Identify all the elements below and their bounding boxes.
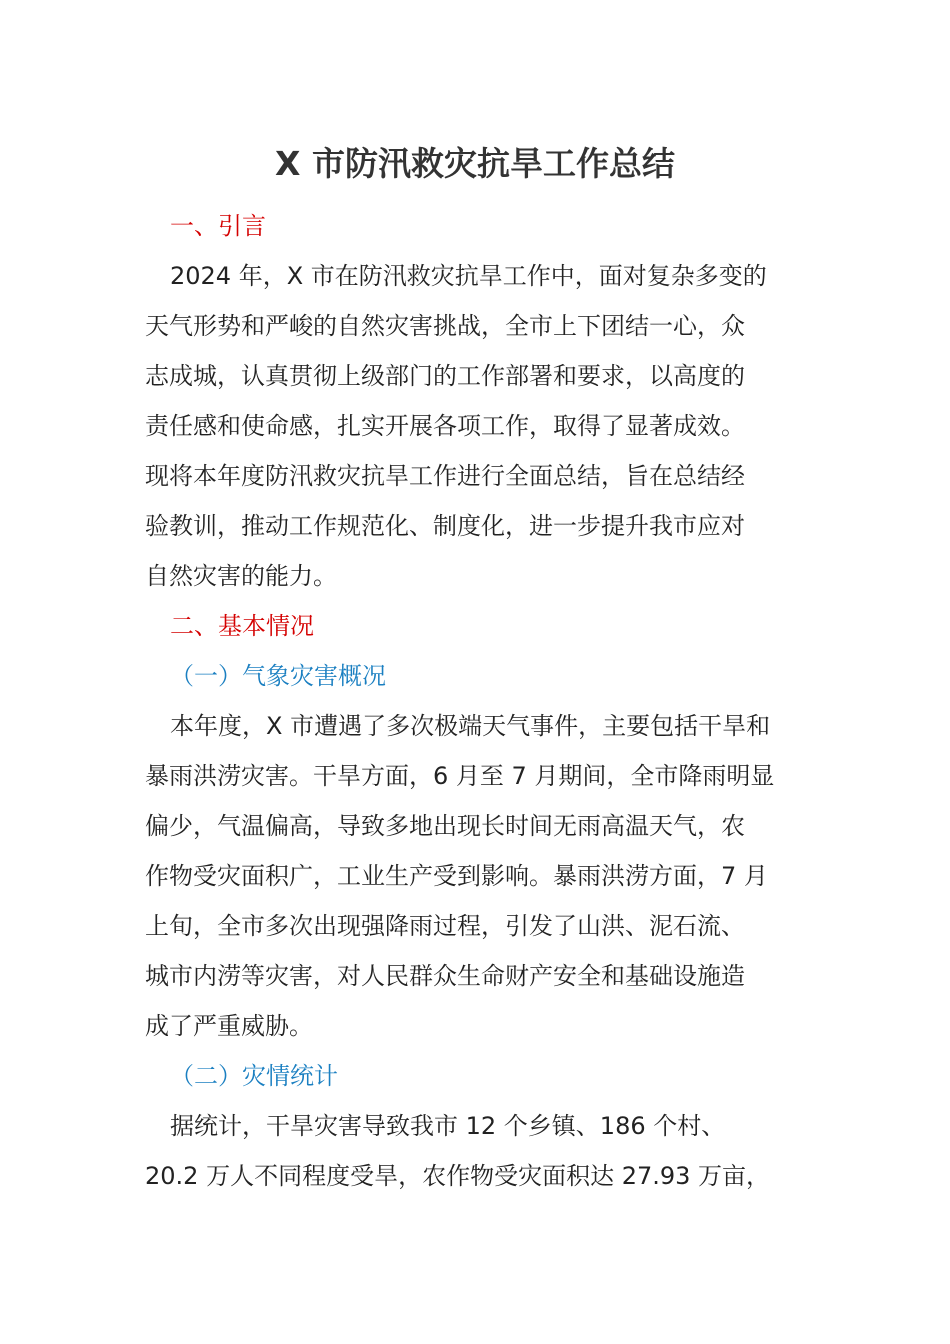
paragraph-line: 城市内涝等灾害，对人民群众生命财产安全和基础设施造 xyxy=(145,962,745,990)
paragraph-line: 成了严重威胁。 xyxy=(145,1012,313,1040)
paragraph-line: 2024 年，X 市在防汛救灾抗旱工作中，面对复杂多变的 xyxy=(170,262,767,290)
paragraph-line: 20.2 万人不同程度受旱，农作物受灾面积达 27.93 万亩， xyxy=(145,1162,771,1190)
paragraph-line: 据统计，干旱灾害导致我市 12 个乡镇、186 个村、 xyxy=(170,1112,726,1140)
paragraph-line: 本年度，X 市遭遇了多次极端天气事件，主要包括干旱和 xyxy=(170,712,771,740)
section-heading-introduction: 一、引言 xyxy=(170,212,266,240)
paragraph-line: 暴雨洪涝灾害。干旱方面，6 月至 7 月期间，全市降雨明显 xyxy=(145,762,775,790)
document-title: X 市防汛救灾抗旱工作总结 xyxy=(275,144,675,183)
section-heading-basic-situation: 二、基本情况 xyxy=(170,612,314,640)
paragraph-line: 志成城，认真贯彻上级部门的工作部署和要求，以高度的 xyxy=(145,362,745,390)
paragraph-line: 作物受灾面积广，工业生产受到影响。暴雨洪涝方面，7 月 xyxy=(145,862,768,890)
document-body xyxy=(145,201,815,1201)
subsection-heading-weather-disasters: （一）气象灾害概况 xyxy=(170,662,386,690)
paragraph-line: 现将本年度防汛救灾抗旱工作进行全面总结，旨在总结经 xyxy=(145,462,745,490)
paragraph-line: 责任感和使命感，扎实开展各项工作，取得了显著成效。 xyxy=(145,412,745,440)
paragraph-line: 验教训，推动工作规范化、制度化，进一步提升我市应对 xyxy=(145,512,745,540)
paragraph-line: 天气形势和严峻的自然灾害挑战，全市上下团结一心，众 xyxy=(145,312,745,340)
paragraph-line: 自然灾害的能力。 xyxy=(145,562,337,590)
paragraph-line: 偏少，气温偏高，导致多地出现长时间无雨高温天气，农 xyxy=(145,812,745,840)
paragraph-line: 上旬，全市多次出现强降雨过程，引发了山洪、泥石流、 xyxy=(145,912,745,940)
subsection-heading-disaster-statistics: （二）灾情统计 xyxy=(170,1062,338,1090)
